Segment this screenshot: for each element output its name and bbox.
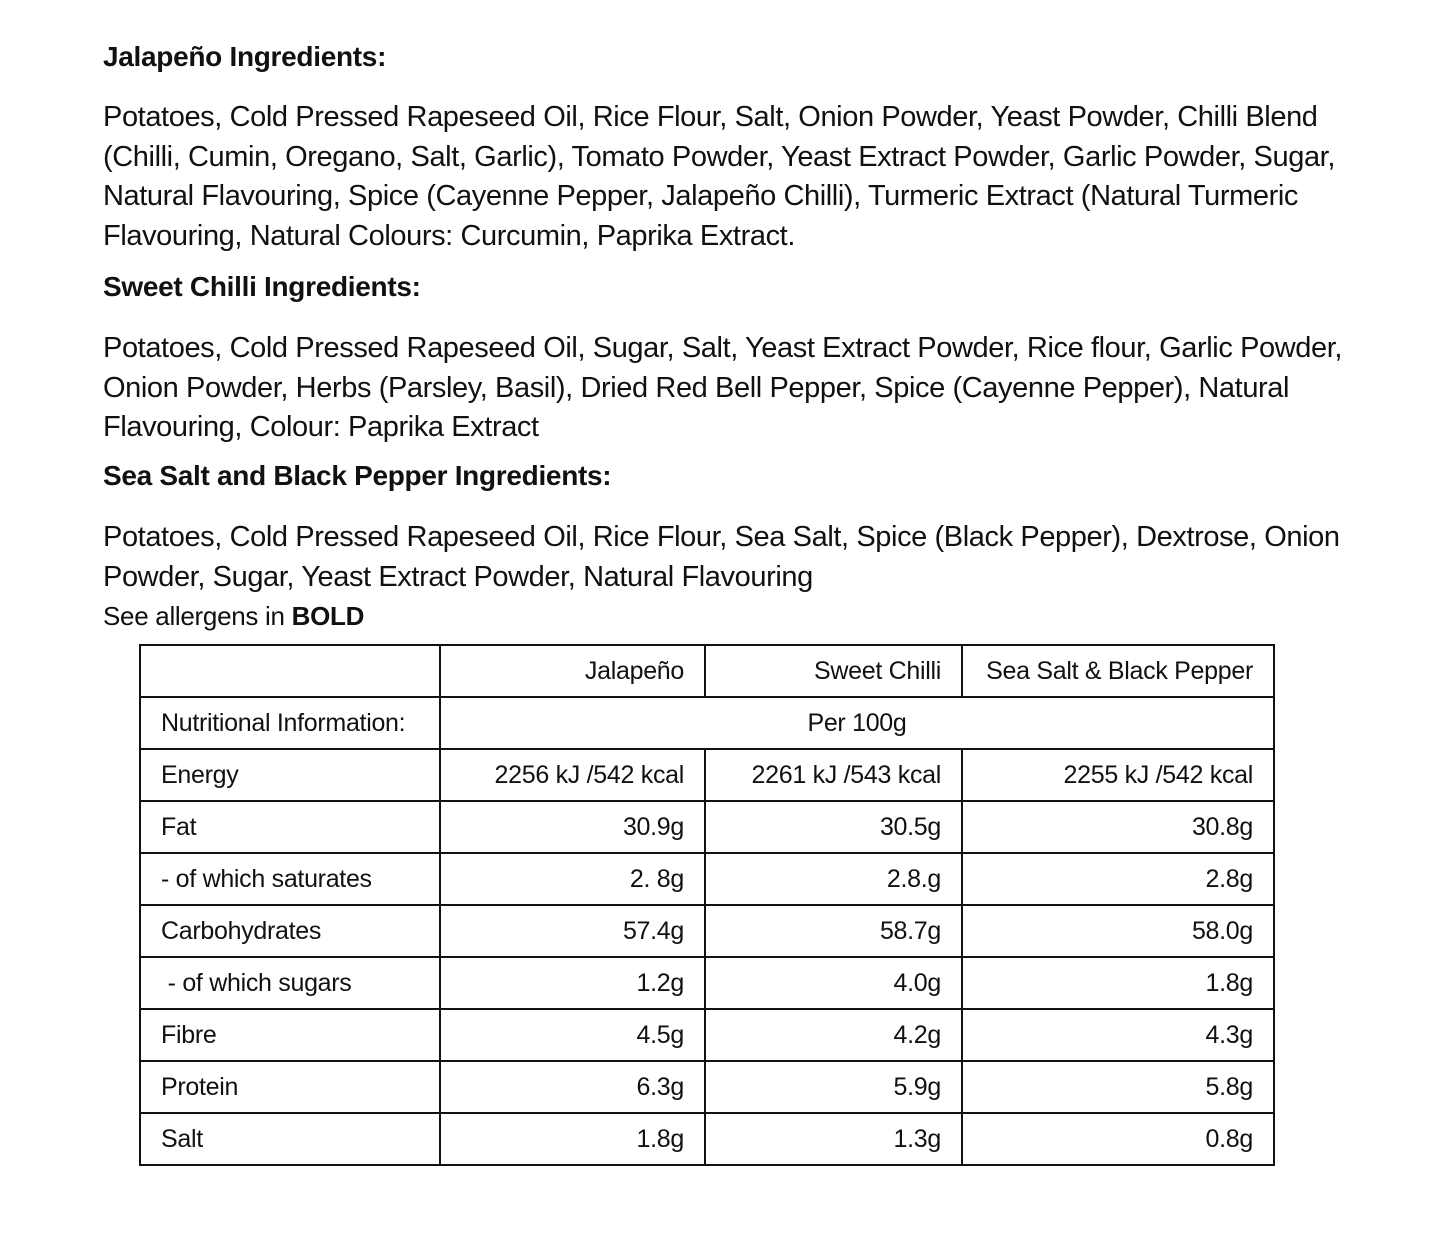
sea-salt-ingredients: Potatoes, Cold Pressed Rapeseed Oil, Rice Flour, Sea Salt, Spice (Black Pepper), Dextrose, Onion Powder, Sugar, Yeast Extract Powder, Natural Flavouring: [103, 521, 1340, 593]
table-info-row: [140, 697, 1274, 749]
table-row: [140, 749, 1274, 801]
allergen-note: [103, 599, 364, 633]
value-cell: 1.8g: [962, 957, 1274, 1009]
value-cell: 4.5g: [440, 1009, 705, 1061]
value-cell: 4.3g: [962, 1009, 1274, 1061]
table-row: [140, 1113, 1274, 1165]
value-cell: 2255 kJ /542 kcal: [962, 749, 1274, 801]
row-label: Fibre: [140, 1009, 440, 1061]
value-cell: 1.2g: [440, 957, 705, 1009]
value-cell: 57.4g: [440, 905, 705, 957]
header-cell-jalapeno: Jalapeño: [440, 645, 705, 697]
value-cell: 58.0g: [962, 905, 1274, 957]
table-row: [140, 801, 1274, 853]
row-label: - of which saturates: [140, 853, 440, 905]
row-label: Energy: [140, 749, 440, 801]
row-label: Salt: [140, 1113, 440, 1165]
value-cell: 1.8g: [440, 1113, 705, 1165]
info-label-cell: Nutritional Information:: [140, 697, 440, 749]
value-cell: 5.9g: [705, 1061, 962, 1113]
row-label: - of which sugars: [140, 957, 440, 1009]
value-cell: 30.9g: [440, 801, 705, 853]
allergen-note-emphasis: BOLD: [291, 601, 365, 631]
value-cell: 1.3g: [705, 1113, 962, 1165]
sea-salt-heading: Sea Salt and Black Pepper Ingredients:: [103, 460, 612, 491]
value-cell: 5.8g: [962, 1061, 1274, 1113]
jalapeno-ingredients: Potatoes, Cold Pressed Rapeseed Oil, Rice Flour, Salt, Onion Powder, Yeast Powder, Chilli Blend (Chilli, Cumin, Oregano, Salt, Garlic), Tomato Powder, Yeast Extract Powder, Garlic Powder, Sugar, Natural Flavouring, Spice (Cayenne Pepper, Jalapeño Chilli), Turmeric Extract (Natural Turmeric Flavouring, Natural Colours: Curcumin, Paprika Extract.: [103, 101, 1336, 252]
value-cell: 4.2g: [705, 1009, 962, 1061]
row-label: Carbohydrates: [140, 905, 440, 957]
table-row: [140, 905, 1274, 957]
row-label: Fat: [140, 801, 440, 853]
table-row: [140, 957, 1274, 1009]
table-header-row: [140, 645, 1274, 697]
value-cell: 4.0g: [705, 957, 962, 1009]
value-cell: 30.8g: [962, 801, 1274, 853]
header-cell-empty: [140, 645, 440, 697]
value-cell: 2256 kJ /542 kcal: [440, 749, 705, 801]
jalapeno-heading: Jalapeño Ingredients:: [103, 41, 387, 72]
table-row: [140, 1009, 1274, 1061]
table-row: [140, 1061, 1274, 1113]
per-100g-cell: Per 100g: [440, 697, 1274, 749]
header-cell-sweet-chilli: Sweet Chilli: [705, 645, 962, 697]
row-label: Protein: [140, 1061, 440, 1113]
value-cell: 2. 8g: [440, 853, 705, 905]
sweet-chilli-heading: Sweet Chilli Ingredients:: [103, 271, 421, 302]
value-cell: 58.7g: [705, 905, 962, 957]
value-cell: 2261 kJ /543 kcal: [705, 749, 962, 801]
sweet-chilli-ingredients: Potatoes, Cold Pressed Rapeseed Oil, Sugar, Salt, Yeast Extract Powder, Rice flour, Garlic Powder, Onion Powder, Herbs (Parsley, Basil), Dried Red Bell Pepper, Spice (Cayenne Pepper), Natural Flavouring, Colour: Paprika Extract: [103, 332, 1343, 443]
value-cell: 0.8g: [962, 1113, 1274, 1165]
allergen-note-prefix: See allergens in: [103, 601, 292, 631]
value-cell: 2.8.g: [705, 853, 962, 905]
header-cell-sea-salt: Sea Salt & Black Pepper: [962, 645, 1274, 697]
nutrition-table: [139, 644, 1275, 1166]
value-cell: 6.3g: [440, 1061, 705, 1113]
value-cell: 30.5g: [705, 801, 962, 853]
table-row: [140, 853, 1274, 905]
value-cell: 2.8g: [962, 853, 1274, 905]
